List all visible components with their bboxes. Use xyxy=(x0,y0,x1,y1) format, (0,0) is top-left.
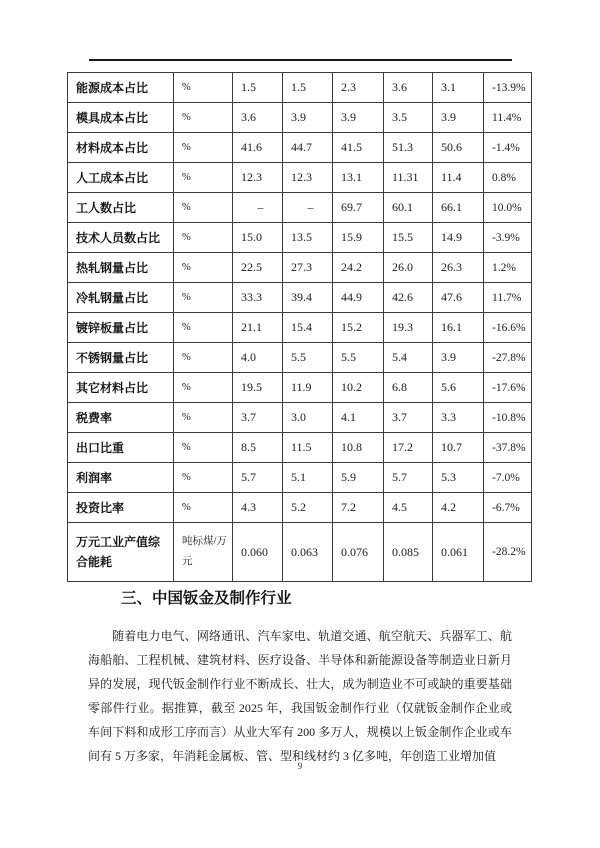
table-row xyxy=(68,163,532,193)
row-change: -16.6% xyxy=(484,313,532,343)
row-value: 26.0 xyxy=(384,253,433,283)
row-value: 15.4 xyxy=(283,313,333,343)
row-value: 13.1 xyxy=(333,163,384,193)
row-value: 3.9 xyxy=(433,343,484,373)
row-value: 8.5 xyxy=(233,433,283,463)
row-change: 11.4% xyxy=(484,103,532,133)
page-header-rule xyxy=(89,59,512,61)
row-value: 3.3 xyxy=(433,403,484,433)
row-change: -3.9% xyxy=(484,223,532,253)
table-row xyxy=(68,433,532,463)
row-value: 3.5 xyxy=(384,103,433,133)
row-change: -13.9% xyxy=(484,73,532,103)
row-change: -17.6% xyxy=(484,373,532,403)
row-label: 万元工业产值综合能耗 xyxy=(68,523,174,582)
row-unit: % xyxy=(174,403,233,433)
table-row xyxy=(68,373,532,403)
row-value: 3.9 xyxy=(433,103,484,133)
row-value: 5.9 xyxy=(333,463,384,493)
row-value: 11.9 xyxy=(283,373,333,403)
row-value: 3.9 xyxy=(283,103,333,133)
row-value: 4.2 xyxy=(433,493,484,523)
row-label: 冷轧钢量占比 xyxy=(68,283,174,313)
row-value: 19.3 xyxy=(384,313,433,343)
row-unit: % xyxy=(174,163,233,193)
row-change: -7.0% xyxy=(484,463,532,493)
row-label: 模具成本占比 xyxy=(68,103,174,133)
row-unit: % xyxy=(174,223,233,253)
row-label: 热轧钢量占比 xyxy=(68,253,174,283)
row-value: 11.5 xyxy=(283,433,333,463)
row-value: 47.6 xyxy=(433,283,484,313)
row-change: 10.0% xyxy=(484,193,532,223)
row-unit: % xyxy=(174,193,233,223)
table-row xyxy=(68,103,532,133)
table-row xyxy=(68,193,532,223)
row-value: 4.3 xyxy=(233,493,283,523)
row-value: 22.5 xyxy=(233,253,283,283)
table-row xyxy=(68,523,532,582)
row-value: 3.0 xyxy=(283,403,333,433)
row-unit: % xyxy=(174,283,233,313)
metrics-table-body xyxy=(68,73,532,582)
row-change: -6.7% xyxy=(484,493,532,523)
row-unit: % xyxy=(174,373,233,403)
row-value: 3.6 xyxy=(384,73,433,103)
row-value: 44.7 xyxy=(283,133,333,163)
page-number: 9 xyxy=(297,761,303,771)
row-value: 44.9 xyxy=(333,283,384,313)
row-value: 41.6 xyxy=(233,133,283,163)
row-change: -10.8% xyxy=(484,403,532,433)
table-row xyxy=(68,463,532,493)
row-value: 3.7 xyxy=(233,403,283,433)
row-value: – xyxy=(283,193,333,223)
row-value: 4.0 xyxy=(233,343,283,373)
row-value: 13.5 xyxy=(283,223,333,253)
row-label: 工人数占比 xyxy=(68,193,174,223)
table-row xyxy=(68,343,532,373)
row-unit: % xyxy=(174,493,233,523)
row-change: 0.8% xyxy=(484,163,532,193)
row-unit: % xyxy=(174,73,233,103)
row-value: 0.076 xyxy=(333,523,384,582)
row-change: 1.2% xyxy=(484,253,532,283)
row-value: 0.085 xyxy=(384,523,433,582)
row-label: 出口比重 xyxy=(68,433,174,463)
row-value: 5.5 xyxy=(283,343,333,373)
row-label: 镀锌板量占比 xyxy=(68,313,174,343)
row-value: 15.5 xyxy=(384,223,433,253)
table-row xyxy=(68,403,532,433)
row-value: 3.9 xyxy=(333,103,384,133)
row-value: 7.2 xyxy=(333,493,384,523)
row-value: 11.31 xyxy=(384,163,433,193)
row-value: 10.2 xyxy=(333,373,384,403)
row-change: -28.2% xyxy=(484,523,532,582)
row-label: 材料成本占比 xyxy=(68,133,174,163)
row-value: 5.5 xyxy=(333,343,384,373)
row-value: 5.6 xyxy=(433,373,484,403)
row-value: 3.7 xyxy=(384,403,433,433)
row-label: 税费率 xyxy=(68,403,174,433)
row-value: 2.3 xyxy=(333,73,384,103)
row-label: 人工成本占比 xyxy=(68,163,174,193)
row-value: 5.7 xyxy=(233,463,283,493)
row-value: 6.8 xyxy=(384,373,433,403)
table-row xyxy=(68,223,532,253)
row-value: 16.1 xyxy=(433,313,484,343)
metrics-table xyxy=(67,72,532,582)
table-row xyxy=(68,253,532,283)
row-change: -37.8% xyxy=(484,433,532,463)
row-value: 10.7 xyxy=(433,433,484,463)
row-value: 27.3 xyxy=(283,253,333,283)
row-value: 4.5 xyxy=(384,493,433,523)
row-value: 41.5 xyxy=(333,133,384,163)
row-label: 其它材料占比 xyxy=(68,373,174,403)
section-heading: 三、中国钣金及制作行业 xyxy=(121,590,292,607)
row-value: 15.2 xyxy=(333,313,384,343)
row-value: 11.4 xyxy=(433,163,484,193)
row-value: 39.4 xyxy=(283,283,333,313)
row-label: 技术人员数占比 xyxy=(68,223,174,253)
row-value: 1.5 xyxy=(283,73,333,103)
row-value: 42.6 xyxy=(384,283,433,313)
row-value: 5.4 xyxy=(384,343,433,373)
row-unit: % xyxy=(174,433,233,463)
row-label: 利润率 xyxy=(68,463,174,493)
row-value: 4.1 xyxy=(333,403,384,433)
row-unit: % xyxy=(174,133,233,163)
row-value: 66.1 xyxy=(433,193,484,223)
table-row xyxy=(68,73,532,103)
row-value: 69.7 xyxy=(333,193,384,223)
row-unit: 吨标煤/万元 xyxy=(174,523,233,582)
row-value: 51.3 xyxy=(384,133,433,163)
row-value: 24.2 xyxy=(333,253,384,283)
row-value: 5.7 xyxy=(384,463,433,493)
row-label: 能源成本占比 xyxy=(68,73,174,103)
row-value: 15.9 xyxy=(333,223,384,253)
row-value: 14.9 xyxy=(433,223,484,253)
row-value: 1.5 xyxy=(233,73,283,103)
row-value: 15.0 xyxy=(233,223,283,253)
row-value: 12.3 xyxy=(283,163,333,193)
row-value: 26.3 xyxy=(433,253,484,283)
table-row xyxy=(68,313,532,343)
row-label: 投资比率 xyxy=(68,493,174,523)
table-row xyxy=(68,133,532,163)
row-value: 5.3 xyxy=(433,463,484,493)
row-value: 5.2 xyxy=(283,493,333,523)
row-value: 33.3 xyxy=(233,283,283,313)
row-value: 0.061 xyxy=(433,523,484,582)
row-value: 5.1 xyxy=(283,463,333,493)
row-unit: % xyxy=(174,343,233,373)
row-value: 17.2 xyxy=(384,433,433,463)
row-unit: % xyxy=(174,313,233,343)
row-change: -27.8% xyxy=(484,343,532,373)
table-row xyxy=(68,283,532,313)
row-value: 12.3 xyxy=(233,163,283,193)
row-value: 19.5 xyxy=(233,373,283,403)
row-value: 50.6 xyxy=(433,133,484,163)
row-change: 11.7% xyxy=(484,283,532,313)
row-label: 不锈钢量占比 xyxy=(68,343,174,373)
row-value: 21.1 xyxy=(233,313,283,343)
body-paragraph: 随着电力电气、网络通讯、汽车家电、轨道交通、航空航天、兵器军工、航海船舶、工程机械、建筑材料、医疗设备、半导体和新能源设备等制造业日新月异的发展，现代钣金制作行业不断成长、壮大，成为制造业不可或缺的重要基础零部件行业。据推算，截至 2025 年，我国钣金制作行业（仅就钣金制作企业或车间下料和成形工序而言）从业大军有 200 多万人，规模以上钣金制作企业或车间有 5 万多家，年消耗金属板、管、型和线材约 3 亿多吨，年创造工业增加值 xyxy=(88,629,512,763)
row-value: 0.063 xyxy=(283,523,333,582)
row-unit: % xyxy=(174,103,233,133)
row-value: 10.8 xyxy=(333,433,384,463)
row-unit: % xyxy=(174,253,233,283)
row-value: 3.1 xyxy=(433,73,484,103)
row-unit: % xyxy=(174,463,233,493)
row-value: 60.1 xyxy=(384,193,433,223)
row-change: -1.4% xyxy=(484,133,532,163)
table-row xyxy=(68,493,532,523)
row-value: 3.6 xyxy=(233,103,283,133)
row-value: – xyxy=(233,193,283,223)
row-value: 0.060 xyxy=(233,523,283,582)
